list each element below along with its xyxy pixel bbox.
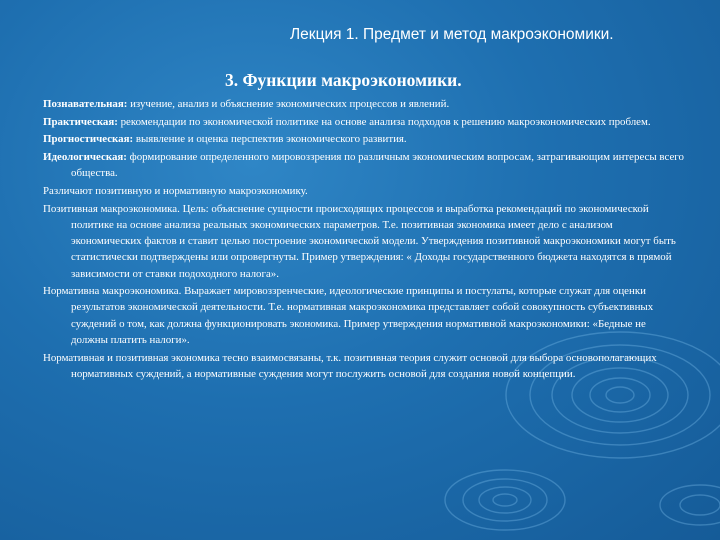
slide-body: [43, 96, 685, 383]
function-cognitive: [43, 96, 685, 112]
paragraph-distinction: Различают позитивную и нормативную макроэкономику.: [43, 185, 308, 198]
paragraph-relationship: Нормативная и позитивная экономика тесно взаимосвязаны, т.к. позитивная теория служит основой для выбора основополагающих нормативных суждений, а нормативные суждения могут послужить основой для создания новой концепции.: [43, 351, 657, 380]
function-prognostic: [43, 131, 685, 147]
function-practical: [43, 114, 685, 130]
paragraph-positive-macroeconomics: Позитивная макроэкономика. Цель: объяснение сущности происходящих процессов и выработка рекомендаций по экономической политике на основе анализа реальных экономических параметров. Т.е. позитивная экономика имеет дело с анализом экономических фактов и ставит целью построение экономической модели. Утверждения позитивной макроэкономики могут быть статистически подтверждены или опровергнуты. Пример утверждения: « Доходы государственного бюджета находятся в прямой зависимости от ставки подоходного налога».: [43, 202, 676, 280]
slide-heading: 3. Функции макроэкономики.: [225, 70, 462, 90]
function-term: Познавательная:: [43, 98, 128, 110]
function-description: формирование определенного мировоззрения по различным экономическим вопросам, затрагивающим интересы всего общества.: [71, 151, 684, 180]
paragraph-normative-macroeconomics: Нормативна макроэкономика. Выражает мировоззренческие, идеологические принципы и постулаты, которые служат для оценки результатов экономической деятельности. Т.е. нормативная макроэкономика представляет собой совокупность субъективных суждений о том, как должна функционировать экономика. Пример утверждения нормативной макроэкономики: «Бедные не должны платить налоги».: [43, 285, 654, 346]
function-description: рекомендации по экономической политике на основе анализа подходов к решению макроэкономических проблем.: [117, 115, 651, 128]
function-description: изучение, анализ и объяснение экономических процессов и явлений.: [127, 98, 450, 110]
function-term: Прогностическая:: [43, 133, 134, 146]
function-term: Практическая:: [43, 115, 118, 128]
function-term: Идеологическая:: [43, 151, 127, 164]
function-description: выявление и оценка перспектив экономического развития.: [133, 133, 407, 146]
lecture-title: Лекция 1. Предмет и метод макроэкономики.: [290, 26, 614, 43]
function-ideological: [43, 149, 685, 181]
